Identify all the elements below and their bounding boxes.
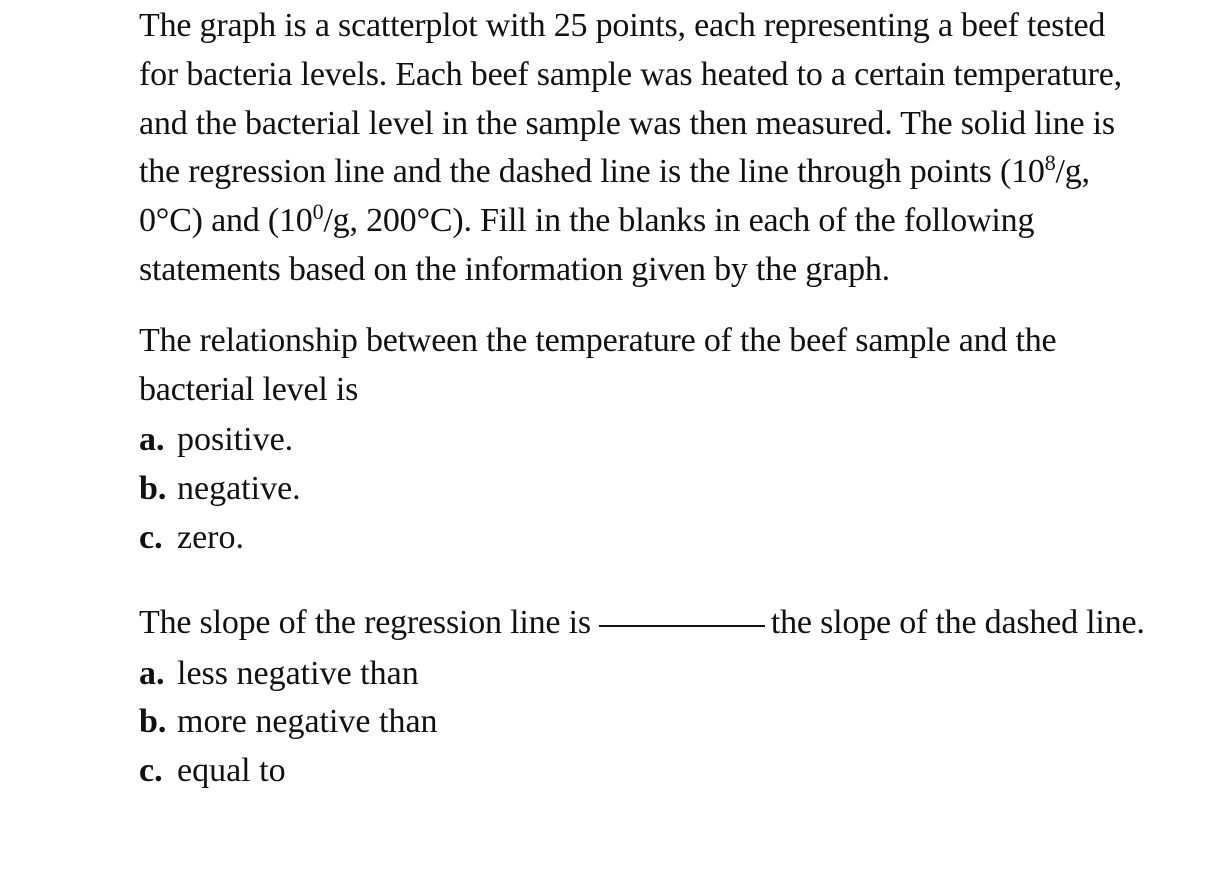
option-text: zero.	[177, 518, 245, 556]
question-1-option-c[interactable]	[139, 514, 1149, 563]
answer-blank[interactable]	[599, 625, 765, 627]
intro-text-part2: /g, 0°C) and (10	[139, 153, 1090, 240]
question-1-prompt: The relationship between the temperature of the beef sample and the bacterial level is	[139, 321, 1057, 408]
question-1	[139, 317, 1149, 563]
option-letter: b.	[139, 470, 167, 508]
option-text: negative.	[177, 470, 301, 508]
question-2-prompt	[139, 599, 1149, 648]
question-2-option-c[interactable]	[139, 747, 1149, 796]
intro-text-part3: /g, 200°C). Fill in the blanks in each of the following statements based on the information given by the graph.	[139, 202, 1035, 288]
option-letter: c.	[139, 518, 163, 556]
question-2-after-blank: the slope of the dashed line.	[770, 603, 1145, 641]
option-letter: a.	[139, 654, 165, 692]
option-letter: b.	[139, 703, 167, 741]
question-1-options	[139, 416, 1149, 562]
question-2	[139, 599, 1149, 796]
question-2-options	[139, 650, 1149, 796]
option-text: more negative than	[177, 703, 438, 741]
question-1-option-a[interactable]	[139, 416, 1149, 465]
option-text: less negative than	[177, 654, 419, 692]
question-2-before-blank: The slope of the regression line is	[139, 603, 591, 641]
option-text: positive.	[177, 421, 294, 459]
intro-exponent-2: 0	[312, 199, 324, 225]
question-2-option-b[interactable]	[139, 698, 1149, 747]
question-1-option-b[interactable]	[139, 465, 1149, 514]
intro-exponent-1: 8	[1044, 150, 1056, 176]
option-letter: a.	[139, 421, 165, 459]
option-letter: c.	[139, 752, 163, 790]
option-text: equal to	[177, 752, 286, 790]
question-2-option-a[interactable]	[139, 650, 1149, 699]
document-page	[139, 2, 1149, 796]
intro-text-part1: The graph is a scatterplot with 25 points, each representing a beef tested for bacteria levels. Each beef sample was heated to a certain temperature, and the bacterial level in the sample was then measured. The solid line is the regression line and the dashed line is the line through points (10	[139, 7, 1122, 191]
intro-paragraph	[139, 2, 1149, 295]
